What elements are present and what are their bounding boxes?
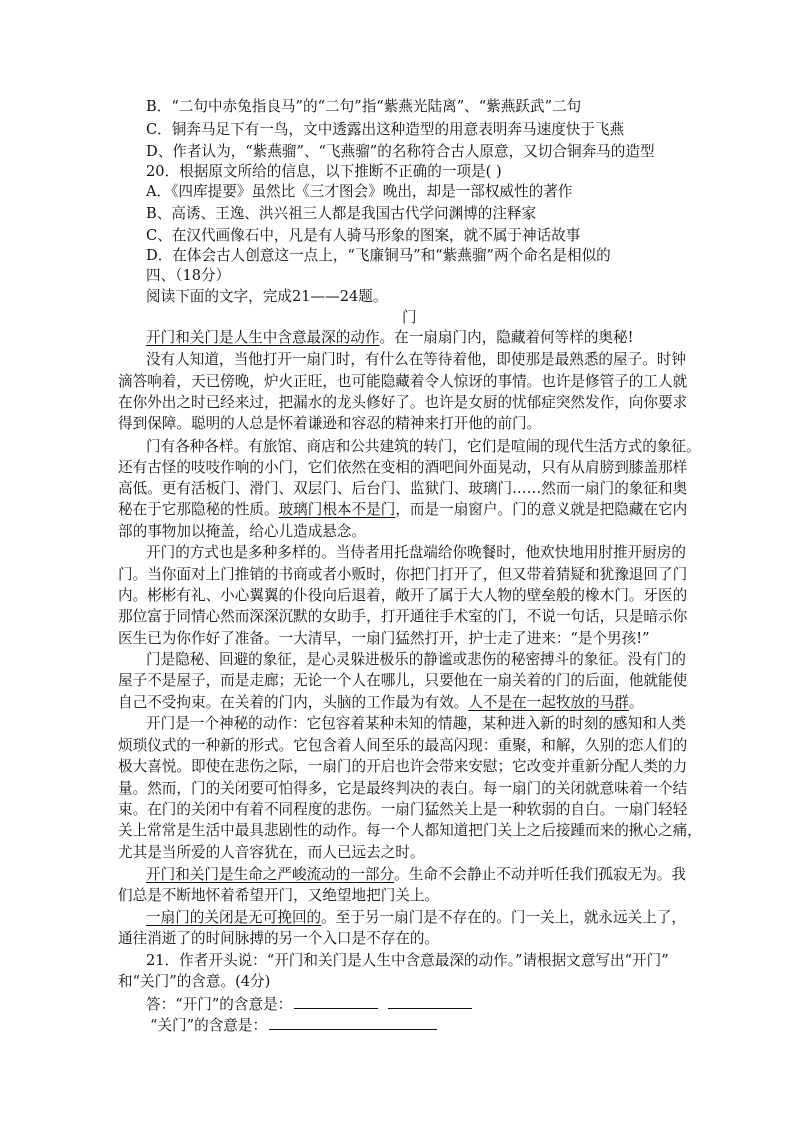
q20-option-d: D．在体会古人创意这一点上，“飞廉铜马”和“紫燕骝”两个命名是相似的 (146, 247, 611, 264)
paragraph-3-line: 高低。更有活板门、滑门、双层门、后台门、监狱门、玻璃门……然而一扇门的象征和奥 (118, 480, 688, 497)
paragraph-8-line: 通往消逝了的时间脉搏的另一个入口是不存在的。 (118, 930, 440, 947)
paragraph-7-line: 开门和关门是生命之严峻流动的一部分。生命不会静止不动并听任我们孤寂无为。我 (146, 866, 686, 883)
article-title: 门 (402, 309, 417, 326)
paragraph-5-line: 门是隐秘、回避的象征，是心灵躲进极乐的静谧或悲伤的秘密搏斗的象征。没有门的 (146, 651, 686, 668)
underlined-sentence: 一扇门的关闭是无可挽回的 (146, 909, 322, 926)
paragraph-6-line: 束。在门的关闭中有着不同程度的悲伤。一扇门猛然关上是一种软弱的自白。一扇门轻轻 (118, 801, 688, 818)
q21-answer-open (146, 994, 474, 1014)
paragraph-7-line: 们总是不断地怀着希望开门，又绝望地把门关上。 (118, 887, 440, 904)
section-heading: 四、（18分） (146, 267, 231, 284)
paragraph-3-line: 还有古怪的吱吱作响的小门，它们依然在变相的酒吧间外面晃动，只有从肩膀到膝盖那样 (118, 459, 688, 476)
paragraph-6-line: 关上常常是生活中最具悲剧性的动作。每一个人都知道把门关上之后接踵而来的揪心之痛， (118, 822, 702, 839)
answer-close-label: “关门”的含意是： (150, 1017, 268, 1034)
paragraph-8-line: 一扇门的关闭是无可挽回的。至于另一扇门是不存在的。门一关上，就永远关上了， (146, 909, 686, 926)
answer-close-blank[interactable] (269, 1015, 437, 1030)
paragraph-2-line: 得到保障。聪明的人总是怀着谦逊和容忍的精神来打开他的前门。 (118, 415, 542, 432)
q20-stem: 20．根据原文所给的信息，以下推断不正确的一项是( ) (146, 163, 502, 180)
paragraph-6-line: 极大喜悦。即使在悲伤之际，一扇门的开启也许会带来安慰；它改变并重新分配人类的力 (118, 758, 688, 775)
answer-open-label: 答：“开门”的含意是： (146, 996, 293, 1013)
underlined-sentence: 玻璃门根本不是门 (278, 501, 396, 518)
paragraph-5-line: 屋子不是屋子，而是走廊；无论一个人在哪儿，只要他在一扇关着的门的后面，他就能使 (118, 672, 688, 689)
answer-open-blank-2[interactable] (388, 994, 472, 1009)
q20-option-a: A．《四库提要》虽然比《三才图会》晚出，却是一部权威性的著作 (146, 183, 573, 200)
answer-open-blank-1[interactable] (294, 994, 378, 1009)
paragraph-2-line: 在你外出之时已经来过，把漏水的龙头修好了。也许是女厨的忧郁症突然发作，向你要求 (118, 394, 688, 411)
underlined-sentence: 开门和关门是人生中含意最深的动作 (146, 329, 380, 346)
q20-option-b: B、高诱、王逸、洪兴祖三人都是我国古代学问渊博的注释家 (146, 205, 537, 222)
underlined-sentence: 人不是在一起牧放的马群 (468, 694, 629, 711)
paragraph-2-line: 没有人知道，当他打开一扇门时，有什么在等待着他，即使那是最熟悉的屋子。时钟 (146, 351, 686, 368)
paragraph-6-line: 尤其是当所爱的人音容犹在，而人已远去之时。 (118, 844, 425, 861)
paragraph-3-line: 部的事物加以掩盖，给心儿造成悬念。 (118, 523, 367, 540)
paragraph-4-line: 门。当你面对上门推销的书商或者小贩时，你把门打开了，但又带着猜疑和犹豫退回了门 (118, 566, 688, 583)
paragraph-6-line: 量。然而，门的关闭要可怕得多，它是最终判决的表白。每一扇门的关闭就意味着一个结 (118, 780, 688, 797)
q21-answer-close (150, 1015, 439, 1035)
paragraph-6-line: 开门是一个神秘的动作：它包容着某种未知的情趣，某种进入新的时刻的感知和人类 (146, 715, 686, 732)
q19-option-c: C．铜奔马足下有一鸟，文中透露出这种造型的用意表明奔马速度快于飞燕 (146, 121, 625, 138)
q19-option-b: B．“二句中赤兔指良马”的“二句”指“紫燕光陆离”、“紫燕跃武”二句 (146, 98, 582, 115)
paragraph-4-line: 医生已为你作好了准备。一大清早，一扇门猛然打开，护士走了进来：“是个男孩!” (118, 630, 650, 647)
q19-option-d: D、作者认为，“紫燕骝”、“飞燕骝”的名称符合古人原意，又切合铜奔马的造型 (146, 143, 655, 160)
q21-stem-line: 和“关门”的含意。(4分) (118, 973, 271, 990)
underlined-sentence: 开门和关门是生命之严峻流动的一部分 (146, 866, 395, 883)
paragraph-1: 开门和关门是人生中含意最深的动作。在一扇扇门内，隐藏着何等样的奥秘! (146, 329, 634, 346)
q21-stem-line: 21．作者开头说：“开门和关门是人生中含意最深的动作。”请根据文意写出“开门” (146, 952, 669, 969)
q20-option-c: C、在汉代画像石中，凡是有人骑马形象的图案，就不属于神话故事 (146, 227, 581, 244)
section-instruction: 阅读下面的文字，完成21——24题。 (146, 288, 388, 305)
paragraph-4-line: 内。彬彬有礼、小心翼翼的仆役向后退着，敞开了属于大人物的壁垒般的橡木门。牙医的 (118, 587, 688, 604)
paragraph-3-line: 门有各种各样。有旅馆、商店和公共建筑的转门，它们是喧闹的现代生活方式的象征。 (146, 438, 701, 455)
paragraph-4-line: 开门的方式也是多种多样的。当侍者用托盘端给你晚餐时，他欢快地用肘推开厨房的 (146, 544, 686, 561)
paragraph-6-line: 烦琐仪式的一种新的形式。它包含着人间至乐的最高闪现：重聚，和解，久别的恋人们的 (118, 737, 688, 754)
paragraph-4-line: 那位富于同情心然而深深沉默的女助手，打开通往手术室的门，不说一句话，只是暗示你 (118, 608, 688, 625)
paragraph-5-line: 自己不受拘束。在关着的门内，头脑的工作最为有效。人不是在一起牧放的马群。 (118, 694, 644, 711)
paragraph-3-line: 秘在于它那隐秘的性质。玻璃门根本不是门，而是一扇窗户。门的意义就是把隐藏在它内 (118, 501, 688, 518)
paragraph-2-line: 滴答响着，天已傍晚，炉火正旺，也可能隐藏着令人惊讶的事情。也许是修管子的工人就 (118, 373, 688, 390)
